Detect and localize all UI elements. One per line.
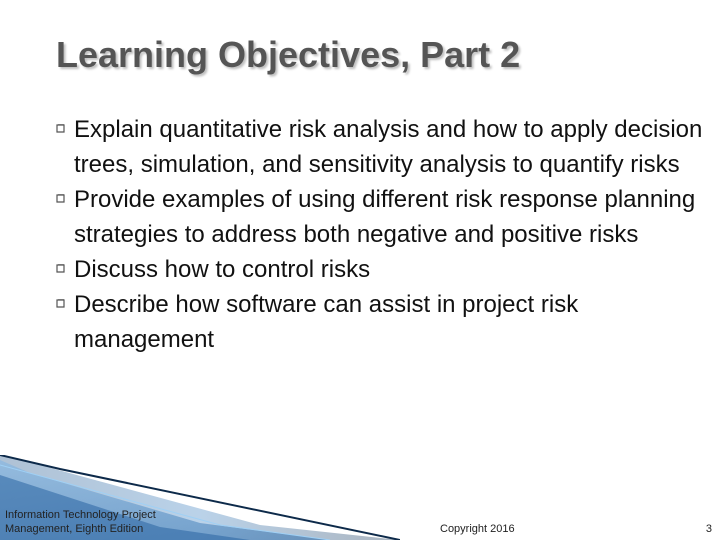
- checkbox-bullet-icon: [56, 252, 70, 287]
- bullet-item: [56, 112, 704, 182]
- bullet-item: [56, 287, 704, 357]
- bullet-list: [56, 112, 704, 357]
- checkbox-bullet-icon: [56, 287, 70, 322]
- footer-book-title: Information Technology Project Management, Eighth Edition: [5, 509, 156, 535]
- bullet-item: [56, 252, 704, 287]
- bullet-text: Discuss how to control risks: [74, 256, 371, 283]
- bullet-text: Provide examples of using different risk response planning strategies to address both negative and positive risks: [74, 186, 696, 248]
- bullet-text: Describe how software can assist in project risk management: [74, 291, 579, 353]
- bullet-text: Explain quantitative risk analysis and how to apply decision trees, simulation, and sensitivity analysis to quantify risks: [74, 116, 703, 178]
- slide-title: Learning Objectives, Part 2: [56, 34, 521, 75]
- checkbox-bullet-icon: [56, 182, 70, 217]
- bullet-item: [56, 182, 704, 252]
- footer-copyright: Copyright 2016: [440, 523, 515, 535]
- slide-number: 3: [705, 523, 712, 535]
- checkbox-bullet-icon: [56, 112, 70, 147]
